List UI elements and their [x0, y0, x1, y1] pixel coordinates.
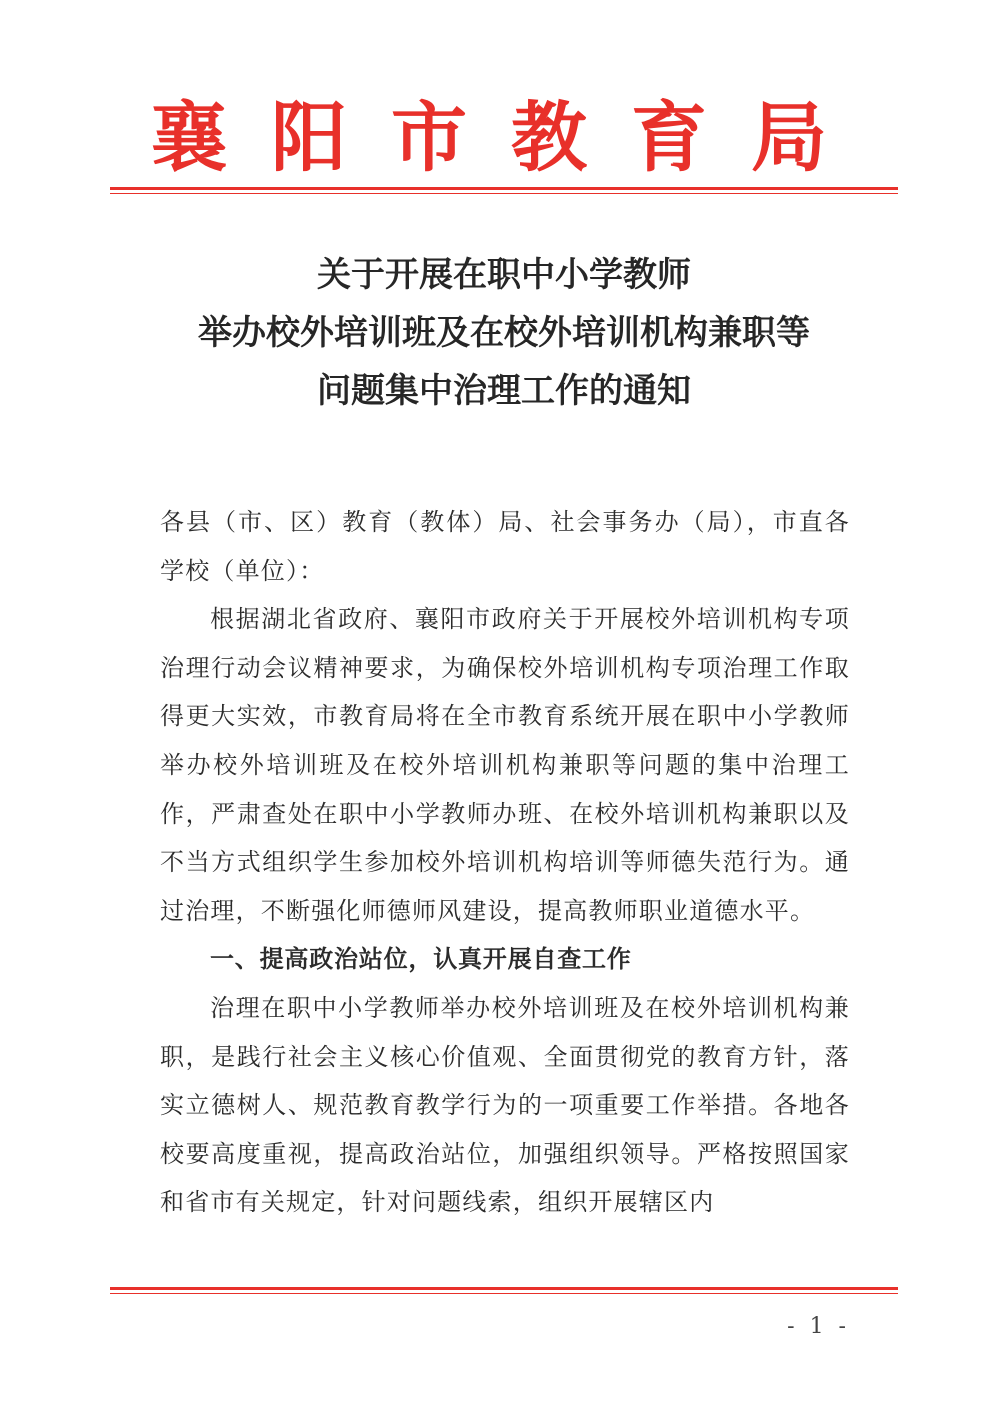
top-red-rule — [110, 187, 898, 195]
title-line-1: 关于开展在职中小学教师 — [317, 255, 691, 295]
bottom-red-rule-thick — [110, 1287, 898, 1290]
salutation: 各县（市、区）教育（教体）局、社会事务办（局），市直各学校（单位）： — [160, 508, 850, 585]
title-line-3: 问题集中治理工作的通知 — [317, 371, 691, 411]
page-number: - 1 - — [787, 1314, 850, 1339]
section-1-heading: 一、提高政治站位，认真开展自查工作 — [210, 945, 632, 974]
bottom-red-rule — [110, 1287, 898, 1295]
masthead-title: 襄阳市教育局 — [151, 93, 871, 182]
section-1-text: 治理在职中小学教师举办校外培训班及在校外培训机构兼职，是践行社会主义核心价值观、全面贯彻党的教育方针，落实立德树人、规范教育教学行为的一项重要工作举措。各地各校要高度重视，提高政治站位，加强组织领导。严格按照国家和省市有关规定，针对问题线索，组织开展辖区内 — [160, 993, 850, 1217]
top-red-rule-thin — [110, 193, 898, 194]
bottom-red-rule-thin — [110, 1293, 898, 1294]
title-line-2: 举办校外培训班及在校外培训机构兼职等 — [198, 313, 810, 353]
top-red-rule-thick — [110, 187, 898, 190]
paragraph-intro: 根据湖北省政府、襄阳市政府关于开展校外培训机构专项治理行动会议精神要求，为确保校外培训机构专项治理工作取得更大实效，市教育局将在全市教育系统开展在职中小学教师举办校外培训班及在校外培训机构兼职等问题的集中治理工作，严肃查处在职中小学教师办班、在校外培训机构兼职以及不当方式组织学生参加校外培训机构培训等师德失范行为。通过治理，不断强化师德师风建设，提高教师职业道德水平。 — [160, 605, 850, 925]
document-title — [110, 246, 898, 420]
document-body — [160, 498, 850, 1227]
